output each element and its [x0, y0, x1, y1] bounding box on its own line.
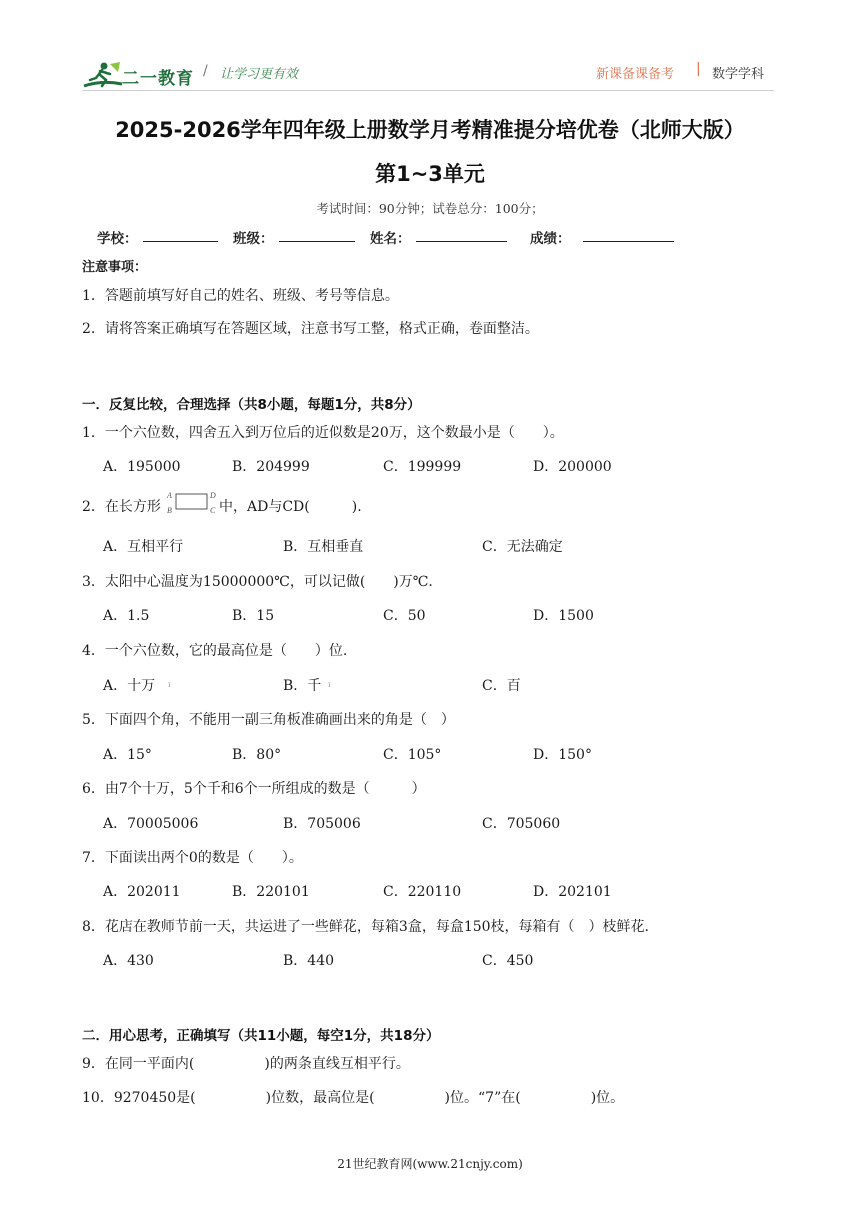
header-subject: 数学学科 — [712, 67, 765, 82]
field-name-blank[interactable] — [416, 241, 507, 242]
q4-option-b[interactable]: B．千 — [283, 678, 322, 694]
question-7-stem: 7．下面读出两个0的数是（ ）。 — [82, 850, 303, 866]
q4-option-a[interactable]: A．十万 — [103, 678, 156, 694]
q1-option-a[interactable]: A．195000 — [103, 459, 181, 475]
q7-option-d[interactable]: D．202101 — [533, 884, 612, 900]
q1-option-b[interactable]: B．204999 — [232, 459, 310, 475]
section2-heading: 二．用心思考，正确填写（共11小题，每空1分，共18分） — [82, 1028, 440, 1044]
q8-option-a[interactable]: A．430 — [103, 953, 154, 969]
question-5-stem: 5．下面四个角，不能用一副三角板准确画出来的角是（ ） — [82, 712, 455, 728]
vertex-c-label: C — [210, 506, 216, 515]
field-score-label: 成绩： — [530, 231, 571, 247]
field-school-blank[interactable] — [143, 241, 218, 242]
q6-option-a[interactable]: A．70005006 — [103, 816, 199, 832]
notice-item: 2．请将答案正确填写在答题区域，注意书写工整，格式正确，卷面整洁。 — [82, 321, 539, 337]
field-school-label: 学校： — [97, 231, 138, 247]
question-8-stem: 8．花店在教师节前一天，共运进了一些鲜花，每箱3盒，每盒150枝，每箱有（ ）枝鲜花. — [82, 919, 649, 935]
page-footer: 21世纪教育网(www.21cnjy.com) — [337, 1157, 523, 1171]
question-1-stem: 1．一个六位数，四舍五入到万位后的近似数是20万，这个数最小是（ ）。 — [82, 425, 564, 441]
header-divider — [82, 90, 774, 91]
field-class-blank[interactable] — [279, 241, 355, 242]
q7-option-c[interactable]: C．220110 — [383, 884, 462, 900]
field-score-blank[interactable] — [583, 241, 674, 242]
notice-heading: 注意事项： — [82, 260, 148, 275]
vertex-b-label: B — [167, 506, 172, 515]
q3-option-a[interactable]: A．1.5 — [103, 608, 150, 624]
q7-option-a[interactable]: A．202011 — [103, 884, 181, 900]
q5-option-d[interactable]: D．150° — [533, 747, 592, 763]
question-2-stem-pre: 2．在长方形 — [82, 499, 161, 515]
q6-option-c[interactable]: C．705060 — [482, 816, 561, 832]
decorative-tick: ı — [328, 680, 331, 689]
logo-text: 二一教育 — [122, 69, 194, 89]
q3-option-d[interactable]: D．1500 — [533, 608, 594, 624]
q1-option-d[interactable]: D．200000 — [533, 459, 612, 475]
q4-option-c[interactable]: C．百 — [482, 678, 521, 694]
question-6-stem: 6．由7个十万，5个千和6个一所组成的数是（ ） — [82, 781, 426, 797]
q5-option-a[interactable]: A．15° — [103, 747, 152, 763]
slogan: 让学习更有效 — [220, 67, 299, 82]
paper-subtitle: 第1~3单元 — [375, 162, 485, 186]
decorative-tick: ı — [168, 680, 171, 689]
section1-heading: 一．反复比较，合理选择（共8小题，每题1分，共8分） — [82, 397, 421, 413]
q2-option-c[interactable]: C．无法确定 — [482, 539, 563, 555]
notice-item: 1．答题前填写好自己的姓名、班级、考号等信息。 — [82, 288, 399, 304]
q3-option-c[interactable]: C．50 — [383, 608, 426, 624]
field-name-label: 姓名： — [370, 231, 411, 247]
header-slash: / — [203, 63, 208, 79]
field-class-label: 班级： — [233, 231, 274, 247]
q2-option-a[interactable]: A．互相平行 — [103, 539, 184, 555]
rectangle-figure — [167, 489, 217, 513]
q8-option-b[interactable]: B．440 — [283, 953, 335, 969]
q1-option-c[interactable]: C．199999 — [383, 459, 462, 475]
question-3-stem: 3．太阳中心温度为15000000℃，可以记做( )万℃. — [82, 574, 433, 590]
q5-option-c[interactable]: C．105° — [383, 747, 442, 763]
vertex-a-label: A — [167, 491, 172, 500]
question-4-stem: 4．一个六位数，它的最高位是（ ）位. — [82, 643, 348, 659]
q8-option-c[interactable]: C．450 — [482, 953, 534, 969]
paper-title: 2025-2026学年四年级上册数学月考精准提分培优卷（北师大版） — [115, 118, 745, 142]
header-category: 新课备课备考 — [596, 67, 675, 82]
q3-option-b[interactable]: B．15 — [232, 608, 275, 624]
q7-option-b[interactable]: B．220101 — [232, 884, 310, 900]
vertex-d-label: D — [210, 491, 216, 500]
question-2-stem-post: 中，AD与CD( ). — [219, 499, 362, 515]
q5-option-b[interactable]: B．80° — [232, 747, 282, 763]
exam-info: 考试时间：90分钟；试卷总分：100分； — [316, 201, 544, 216]
question-9-stem: 9．在同一平面内( )的两条直线互相平行。 — [82, 1056, 410, 1072]
question-10-stem: 10．9270450是( )位数，最高位是( )位。“7”在( )位。 — [82, 1090, 625, 1106]
q6-option-b[interactable]: B．705006 — [283, 816, 361, 832]
q2-option-b[interactable]: B．互相垂直 — [283, 539, 364, 555]
header-separator: | — [696, 61, 701, 77]
